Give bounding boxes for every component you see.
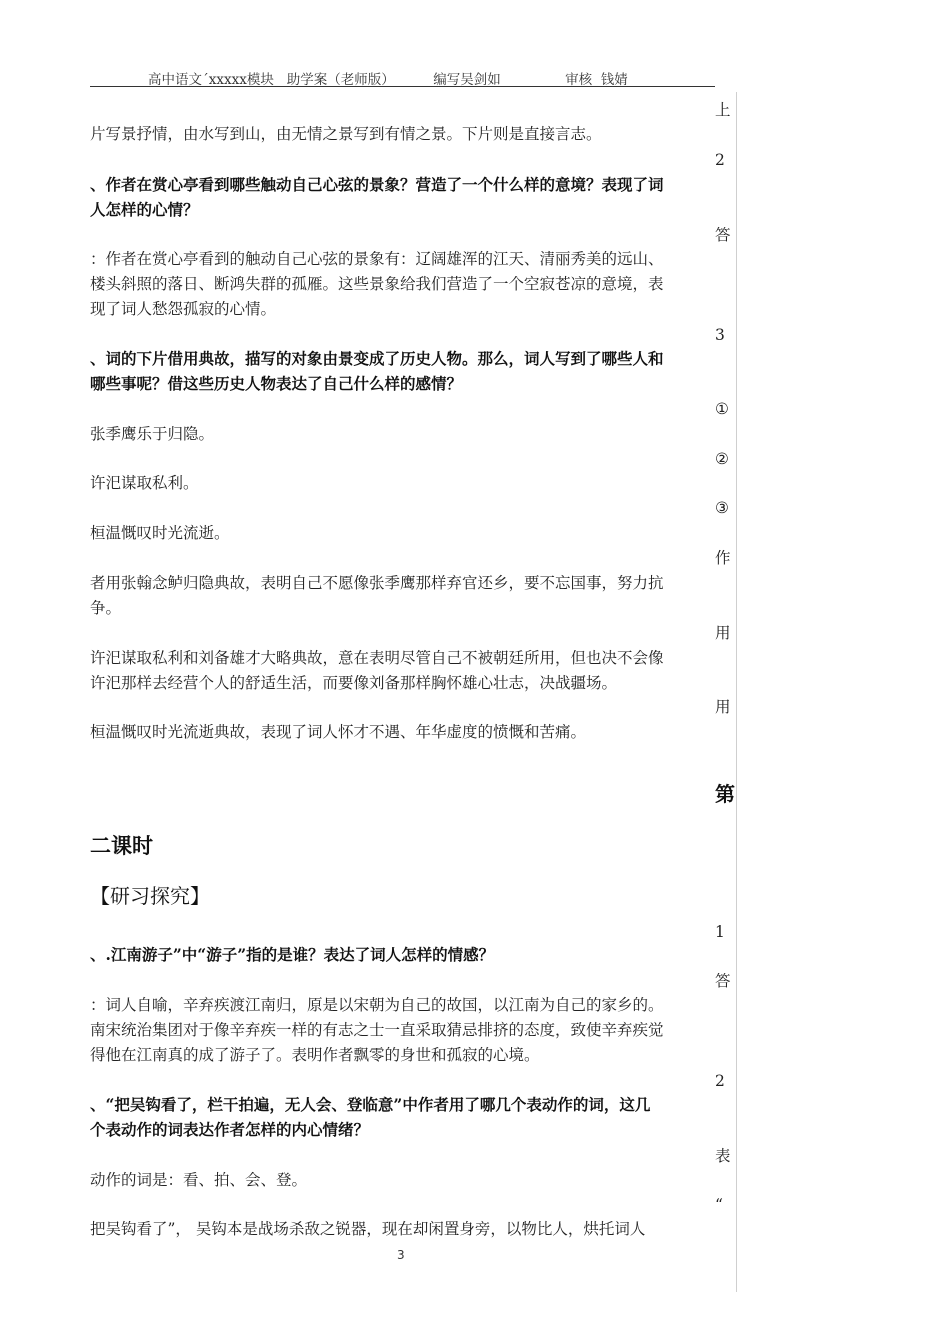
body-line: 片写景抒情，由水写到山，由无情之景写到有情之景。下片则是直接言志。: [90, 125, 602, 143]
page-header: 高中语文ˊxxxxx模块 助学案（老师版） 编写吴剑如 审核 钱婧: [148, 72, 628, 88]
answer-line: 许汜谋取私利和刘备雄才大略典故，意在表明尽管自己不被朝廷所用，但也决不会像: [90, 649, 664, 667]
margin-fragment: “: [715, 1196, 723, 1214]
margin-fragment: 答: [715, 972, 731, 990]
answer-line: 现了词人愁怨孤寂的心情。: [90, 300, 277, 318]
question-line: 人怎样的心情？: [90, 200, 199, 219]
margin-fragment: ②: [715, 450, 729, 468]
answer-line: ：作者在赏心亭看到的触动自己心弦的景象有：辽阔雄浑的江天、清丽秀美的远山、: [90, 250, 664, 268]
margin-fragment: 2: [715, 151, 725, 169]
question-line: 、词的下片借用典故，描写的对象由景变成了历史人物。那么，词人写到了哪些人和: [90, 349, 664, 368]
margin-fragment: 2: [715, 1072, 725, 1090]
header-rule: [90, 86, 715, 87]
question-line: 、“把吴钩看了，栏干拍遍，无人会、登临意”中作者用了哪几个表动作的词，这几: [90, 1095, 651, 1114]
answer-line: 楼头斜照的落日、断鸿失群的孤雁。这些景象给我们营造了一个空寂苍凉的意境，表: [90, 275, 664, 293]
answer-line: 桓温慨叹时光流逝典故，表现了词人怀才不遇、年华虚度的愤慨和苦痛。: [90, 723, 587, 741]
page-number: 3: [397, 1248, 405, 1262]
margin-fragment: 用: [715, 698, 731, 716]
margin-fragment: 上: [715, 101, 731, 119]
answer-line: 得他在江南真的成了游子了。表明作者飘零的身世和孤寂的心境。: [90, 1046, 540, 1064]
question-line: 、.江南游子”中“游子”指的是谁？表达了词人怎样的情感？: [90, 945, 495, 964]
answer-line: 桓温慨叹时光流逝。: [90, 524, 230, 542]
margin-fragment: ③: [715, 499, 729, 517]
margin-fragment: 1: [715, 923, 725, 941]
answer-line: ：词人自喻，辛弃疾渡江南归，原是以宋朝为自己的故国，以江南为自己的家乡的。: [90, 996, 664, 1014]
margin-fragment: ①: [715, 400, 729, 418]
section-heading: 二课时: [90, 833, 153, 858]
answer-line: 者用张翰念鲈归隐典故，表明自己不愿像张季鹰那样弃官还乡，要不忘国事，努力抗: [90, 574, 664, 592]
margin-fragment: 表: [715, 1147, 731, 1165]
answer-line: 把吴钩看了”， 吴钩本是战场杀敌之锐器，现在却闲置身旁，以物比人，烘托词人: [90, 1220, 646, 1238]
answer-line: 张季鹰乐于归隐。: [90, 425, 215, 443]
answer-line: 许汜那样去经营个人的舒适生活，而要像刘备那样胸怀雄心壮志，决战疆场。: [90, 674, 618, 692]
margin-fragment: 答: [715, 226, 731, 244]
question-line: 、作者在赏心亭看到哪些触动自己心弦的景象？营造了一个什么样的意境？表现了词: [90, 175, 664, 194]
question-line: 哪些事呢？借这些历史人物表达了自己什么样的感情？: [90, 374, 463, 393]
margin-fragment: 作: [715, 549, 731, 567]
margin-fragment: 用: [715, 624, 731, 642]
right-margin-rule: [736, 92, 737, 1292]
margin-fragment: 3: [715, 326, 725, 344]
margin-fragment: 第: [715, 782, 735, 806]
question-line: 个表动作的词表达作者怎样的内心情绪？: [90, 1120, 370, 1139]
answer-line: 争。: [90, 599, 122, 617]
answer-line: 动作的词是：看、拍、会、登。: [90, 1171, 308, 1189]
section-subheading: 【研习探究】: [90, 884, 210, 908]
answer-line: 南宋统治集团对于像辛弃疾一样的有志之士一直采取猜忌排挤的态度，致使辛弃疾觉: [90, 1021, 664, 1039]
answer-line: 许汜谋取私利。: [90, 474, 199, 492]
